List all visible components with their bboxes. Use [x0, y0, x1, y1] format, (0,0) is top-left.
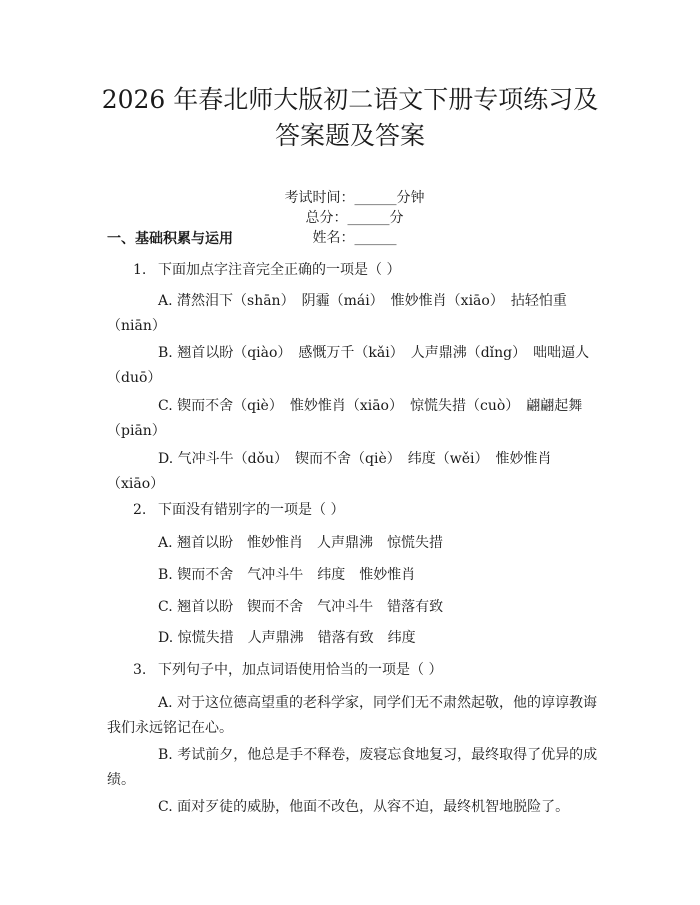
question-2-option-c: C. 翘首以盼 锲而不舍 气冲斗牛 错落有致	[158, 599, 444, 615]
question-2-option-b: B. 锲而不舍 气冲斗牛 纬度 惟妙惟肖	[158, 567, 416, 583]
question-number: 2.	[133, 502, 147, 518]
question-3-option-b: B. 考试前夕，他总是手不释卷，废寝忘食地复习，最终取得了优异的成绩。	[107, 747, 598, 788]
exam-time: 考试时间：______分钟	[284, 190, 425, 206]
question-text: 下列句子中，加点词语使用恰当的一项是（ ）	[158, 662, 443, 678]
section-heading: 一、基础积累与运用	[107, 231, 233, 247]
question-1	[133, 260, 400, 280]
student-name: 姓名：______	[312, 230, 397, 246]
question-2-option-a: A. 翘首以盼 惟妙惟肖 人声鼎沸 惊慌失措	[158, 535, 444, 551]
title-line-2: 答案题及答案	[274, 121, 425, 150]
title-line-1: 2026 年春北师大版初二语文下册专项练习及	[101, 85, 599, 114]
question-text: 下面加点字注音完全正确的一项是（ ）	[158, 262, 401, 278]
exam-meta	[0, 168, 700, 248]
question-text: 下面没有错别字的一项是（ ）	[158, 502, 345, 518]
question-2-option-d: D. 惊慌失措 人声鼎沸 错落有致 纬度	[158, 630, 416, 646]
question-1-option-a: A. 潸然泪下（shān） 阴霾（mái） 惟妙惟肖（xiāo） 拈轻怕重（niān）	[107, 293, 567, 334]
question-1-option-d: D. 气冲斗牛（dǒu） 锲而不舍（qiè） 纬度（wěi） 惟妙惟肖（xiāo）	[107, 451, 552, 492]
question-2	[133, 500, 344, 520]
question-number: 1.	[133, 262, 147, 278]
question-3-option-c: C. 面对歹徒的威胁，他面不改色，从容不迫，最终机智地脱险了。	[158, 799, 570, 815]
question-1-option-c: C. 锲而不舍（qiè） 惟妙惟肖（xiāo） 惊慌失措（cuò） 翩翩起舞（piān）	[107, 398, 583, 439]
question-number: 3.	[133, 662, 147, 678]
exam-score: 总分：______分	[305, 210, 404, 226]
question-1-option-b: B. 翘首以盼（qiào） 感慨万千（kǎi） 人声鼎沸（dǐng） 咄咄逼人（duō）	[107, 345, 590, 386]
question-3-option-a: A. 对于这位德高望重的老科学家，同学们无不肃然起敬，他的谆谆教诲我们永远铭记在心。	[107, 695, 598, 736]
question-3	[133, 660, 442, 680]
